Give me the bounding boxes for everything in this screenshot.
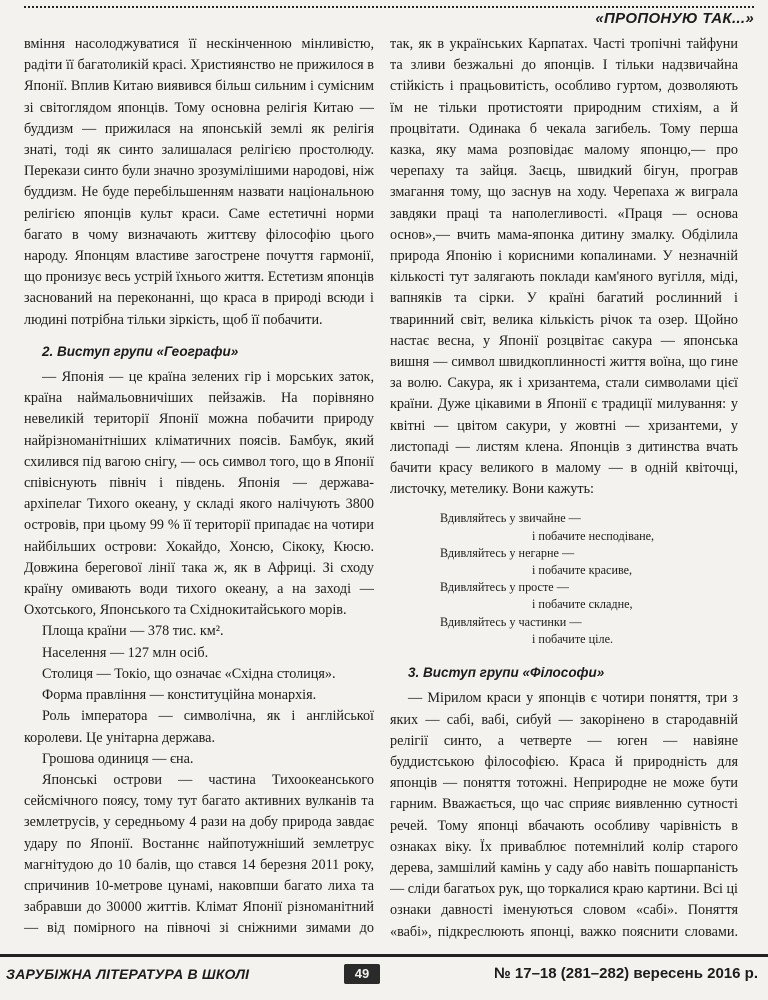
section-heading: 3. Виступ групи «Філософи» — [408, 665, 605, 681]
poem-line: і побачите складне, — [532, 597, 633, 612]
poem-line: Вдивляйтесь у звичайне — — [440, 511, 581, 526]
paragraph: — Мірилом краси у японців є чотири поняття, три з яких — сабі, вабі, сибуй — закорінено в стародавній релігії синто, а четверте — юген — навіяне буддистською філософією. Краса й природність для японців — поняття тотожні. Неприродне не може бути гарним. Вважається, що час сприяє виявленню сутності речей. Тому японці вбачають особливу чарівність в ознаках віку. Їх приваблює потемнілий колір старого дерева, замшілий камінь у саду або навіть пошарпаність — сліди багатьох рук, що торкалися краю картини. Всі ці ознаки давності іменуються словом «сабі». Поняття «вабі», підкреслюють японці, важко пояснити словами. — [390, 690, 738, 940]
issue-info: № 17–18 (281–282) вересень 2016 р. — [494, 965, 758, 982]
poem-line: і побачите красиве, — [532, 563, 633, 578]
poem-line: Вдивляйтесь у просте — — [440, 580, 569, 595]
fact-line: Площа країни — 378 тис. км². — [42, 623, 224, 640]
fact-line: Столиця — Токіо, що означає «Східна столиця». — [42, 665, 336, 682]
poem — [390, 510, 738, 648]
fact-line: Населення — 127 млн осіб. — [42, 644, 209, 661]
poem-line: і побачите несподіване, — [532, 528, 655, 543]
page-number: 49 — [344, 964, 380, 984]
journal-title: ЗАРУБІЖНА ЛІТЕРАТУРА В ШКОЛІ — [6, 966, 250, 982]
section-heading: 2. Виступ групи «Географи» — [42, 343, 239, 359]
left-column — [24, 34, 374, 942]
page-footer — [0, 954, 768, 997]
right-column — [390, 34, 738, 942]
fact-line: Роль імператора — символічна, як і англійської королеви. Це унітарна держава. — [24, 708, 374, 746]
fact-line: Грошова одиниця — єна. — [42, 750, 194, 767]
paragraph: так, як в українських Карпатах. Часті тропічні тайфуни та зливи безжальні до японців. І тільки надзвичайна стійкість і працьовитість, особливо гуртом, дозволяють їм не тільки протистояти природним стихіям, а й процвітати. Одинака б чекала загибель. Тому перша казка, яку мама розповідає малому японцю,— про черепаху та зайця. Заєць, швидкий бігун, програв змагання тому, що заснув на ходу. Черепаха ж виграла завдяки праці та наполегливості. «Праця — основа основ»,— вчить мама-японка дитину змалку. Обділила природа Японію і корисними копалинами. У незначній кількості тут залягають поклади кам'яного вугілля, міді, вапняків та сірки. У країні багатий рослинний і тваринний світ, велика кількість річок та озер. Щойно настає весна, у Японії розцвітає сакура — японська вишня — символ швидкоплинності життя воїна, що гине за волю. Сакура, як і хризантема, стали символами цієї країни. Дуже цікавими в Японії є традиції милування: у квітні — цвітом сакури, у жовтні — хризантеми, у листопаді — листям клена. Японців з дитинства вчать бачити красу великого в малому — в одній квіточці, листочку, метелику. Вони кажуть: — [390, 36, 738, 498]
poem-line: Вдивляйтесь у частинки — — [440, 614, 582, 629]
paragraph: — Японія — це країна зелених гір і морських заток, країна наймальовничіших пейзажів. На порівняно невеликій території Японії можна побачити природу найрізноманітніших кліматичних поясів. Бамбук, який схилився під вагою снігу, — ось символ того, що в Японії співіснують північ і південь. Японія — держава-архіпелаг Тихого океану, у складі якого налічують 3800 островів, при цьому 99 % її території припадає на чотири найбільших острови: Хокайдо, Хонсю, Сікоку, Кюсю. Довжина берегової лінії така ж, як в Африці. Зі сходу країну омивають води тихого океану, а на заході — Охотського, Японського та Східнокитайського морів. — [24, 369, 374, 619]
running-header — [24, 6, 754, 32]
fact-line: Форма правління — конституційна монархія. — [42, 687, 317, 704]
paragraph: Японські острови — частина Тихоокеанського сейсмічного поясу, тому тут багато активних вулканів та землетрусів, у середньому 4 рази на добу природа завдає удару по Японії. Востаннє найпотужніший землетрус магнітудою до 10 балів, що стався 14 березня 2011 року, спричинив 10-метрове цунамі, наковпши багато лиха та забравши до 30000 життів. Клімат Японії різноманітний — від помірного на півночі зі сніжними зимами до — [24, 771, 374, 937]
poem-line: і побачите ціле. — [532, 631, 614, 646]
poem-line: Вдивляйтесь у негарне — — [440, 545, 575, 560]
section-title: «ПРОПОНУЮ ТАК...» — [587, 10, 754, 27]
paragraph: вміння насолоджуватися її нескінченною мінливістю, радіти її багатоликій красі. Християнство не прижилося в Японії. Вплив Китаю виявився більш сильним і сумісним зі світоглядом японців. Тому основна релігія Китаю — буддизм — прижилася на японській землі як релігія знаті, тоді як синто залишалася релігією простолюду. Перекази синто були значно зрозумілішими народові, ніж буддизм. Не буде перебільшенням назвати національною релігією японців культ краси. Саме естетичні норми багато в чому визначають життєву філософію цього народу. Японцям властиве загострене почуття гармонії, що пронизує весь устрій їхнього життя. Естетизм японців заснований на переконанні, що краса в природі всюди і людині потрібна тільки зіркість, щоб її побачити. — [24, 36, 374, 328]
